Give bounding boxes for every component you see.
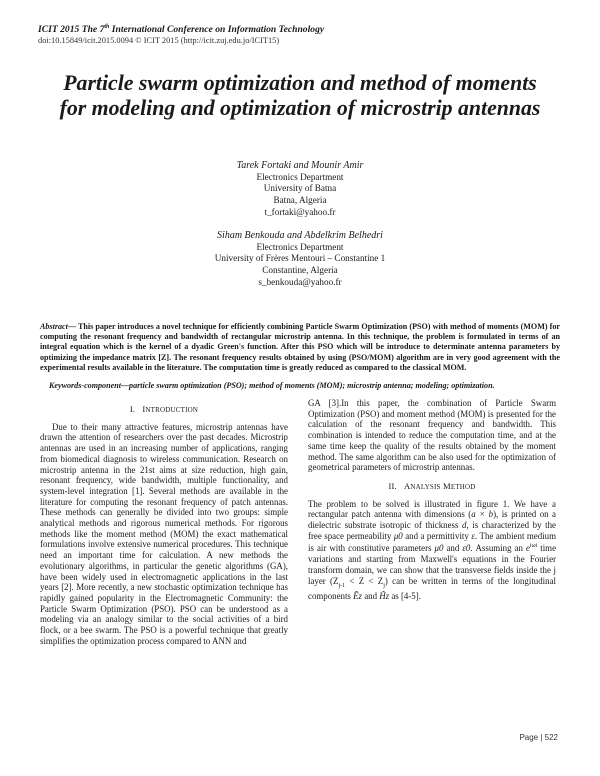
author-dept: Electronics Department [256, 171, 344, 182]
left-column [40, 398, 288, 646]
analysis-paragraph: The problem to be solved is illustrated in figure 1. We have a rectangular patch antenna with dimensions (a × b), is printed on a dielectric substrate isotropic of thickness d, is characterized by the free space permeability μ0 and a permittivity ε. The ambient medium is air with constitutive parameters μ0 and ε0. Assuming an $e^{i\omega t}$ time variations and starting from Maxwell's equations in the Fourier transform domain, we can show that the transverse fields inside the j layer $(Z_{j-1} < Z < Z_j)$ can be written in terms of the longitudinal components Ẽz and H̃z as [4-5]. [308, 498, 557, 601]
title-line-1: Particle swarm optimization and method of moments [63, 71, 537, 95]
abstract-label: Abstract [40, 322, 68, 331]
author-location: Batna, Algeria [273, 195, 327, 206]
author-email: s_benkouda@yahoo.fr [258, 276, 342, 287]
title-line-2: for modeling and optimization of microstrip antennas [59, 96, 541, 120]
section-heading-analysis-method: II. ANALYSIS METHOD [388, 480, 476, 491]
author-names: Tarek Fortaki and Mounir Amir [236, 160, 364, 171]
conference-header [38, 22, 568, 46]
introduction-paragraph-continued: GA [3].In this paper, the combination of Particle Swarm Optimization (PSO) and moment method (MOM) is presented for the calculation of the resonant frequency and bandwidth. This combination is intended to reduce the computation time, and at the same time keep the quality of the results obtained by the moment method. The same algorithm can be also used for the optimization of geometrical parameters of microstrip antennas. [308, 398, 556, 473]
abstract-text: — This paper introduces a novel technique for efficiently combining Particle Swarm Optimization (PSO) with method of moments (MOM) for computing the resonant frequency and bandwidth of rectangular microstrip antenna. In this technique, the problem is formulated in terms of an integral equation which is the kernel of a dyadic Green's function. After this PSO which will be introduce to determinate antenna parameters by optimizing the impedance matrix [Z]. The resonant frequency results obtained by using (PSO/MOM) algorithm are in very good agreement with the experimental results available in the literature. The computation time is greatly reduced as compared to the classical MOM. [40, 322, 560, 372]
abstract [40, 322, 560, 373]
keywords: Keywords-component—particle swarm optimization (PSO); method of moments (MOM); microstrip antenna; modeling; optimization. [49, 381, 495, 390]
author-block-1 [100, 160, 500, 219]
author-email: t_fortaki@yahoo.fr [264, 206, 336, 217]
introduction-paragraph: Due to their many attractive features, microstrip antennas have drawn the attention of researchers over the past decades. Microstrip antennas are used in an increasing number of applications, ranging from biomedical diagnosis to wireless communication. Research on microstrip antenna in the 21st aims at size reduction, high gain, resonant frequency, wide bandwidth, multiple functionality, and system-level integration [1]. Several methods are available in the literature for computing the resonant frequency of patch antennas. These methods can generally be divided into two groups: simple analytical methods and rigorous numerical methods. For rigorous methods like the moment method (MOM) the exact mathematical formulations involve extensive numerical procedures. This technique need an important time for calculation. A new methods the evolutionary algorithms, in particular the genetic algorithms (GA), have been widely used in electromagnetic applications in the last years [2]. More recently, a new stochastic optimization technique has rapidly gained popularity in the Electromagnetic Community: the Particle Swarm Optimization (PSO). PSO can be understood as a modeling via an analogy similar to the social activities of a bird flock, or a bee swarm. The PSO is a powerful technique that greatly simplifies the optimization process compared to ANN and [40, 421, 288, 646]
right-column [308, 398, 556, 602]
author-block-2 [100, 230, 500, 289]
author-location: Constantine, Algeria [262, 265, 338, 276]
doi-line: doi:10.15849/icit.2015.0094 © ICIT 2015 (http://icit.zuj.edu.jo/ICIT15) [38, 36, 280, 46]
conference-title: ICIT 2015 The 7th International Conference on Information Technology [38, 24, 325, 36]
paper-title [20, 71, 580, 121]
author-org: University of Frères Mentouri – Constantine 1 [214, 253, 386, 264]
section-heading-introduction: I. INTRODUCTION [129, 404, 199, 414]
author-org: University of Batna [263, 183, 337, 194]
author-names: Siham Benkouda and Abdelkrim Belhedri [217, 230, 383, 241]
page-number: Page | 522 [519, 733, 558, 742]
author-dept: Electronics Department [256, 241, 344, 252]
